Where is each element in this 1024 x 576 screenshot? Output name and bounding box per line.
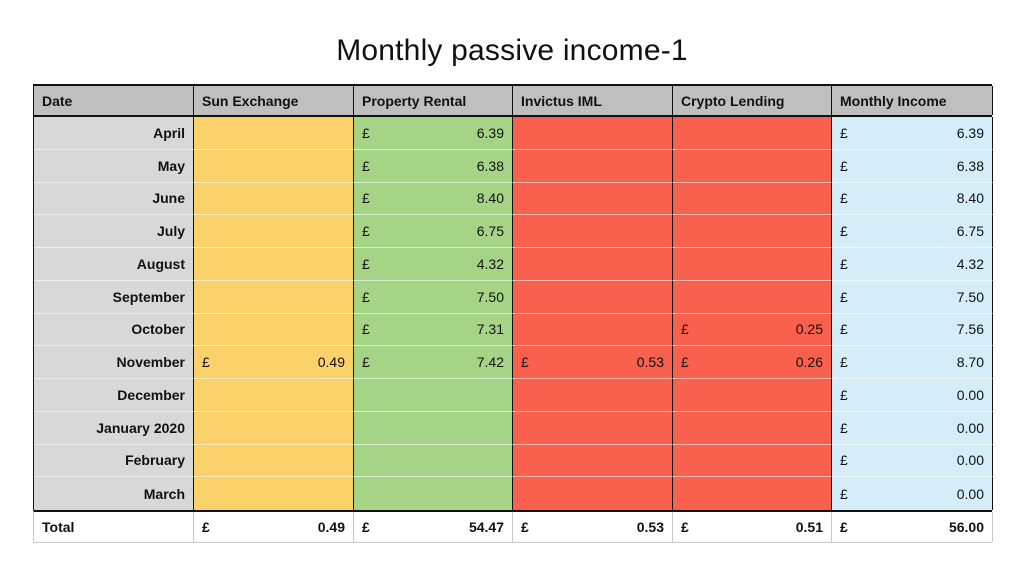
- cell-property-rental[interactable]: [354, 281, 513, 314]
- cell-value: 8.40: [956, 190, 984, 207]
- cell-invictus-iml[interactable]: [513, 117, 673, 150]
- cell-value: 7.42: [476, 354, 504, 371]
- cell-value: 7.31: [476, 321, 504, 338]
- table-row: [33, 150, 992, 183]
- cell-crypto-lending[interactable]: [673, 248, 832, 281]
- row-label-date[interactable]: January 2020: [34, 412, 194, 445]
- row-label-date[interactable]: July: [34, 215, 194, 248]
- cell-value: 0.00: [956, 485, 984, 502]
- cell-monthly-income[interactable]: [832, 412, 993, 445]
- cell-sun-exchange[interactable]: [194, 379, 354, 412]
- currency-symbol: £: [840, 124, 848, 141]
- column-header-monthly-income[interactable]: Monthly Income: [832, 86, 993, 115]
- total-cell-monthly-income[interactable]: [832, 512, 993, 542]
- total-cell-crypto-lending[interactable]: [673, 512, 832, 542]
- cell-sun-exchange[interactable]: [194, 248, 354, 281]
- table-total-row: [33, 510, 992, 543]
- cell-invictus-iml[interactable]: [513, 379, 673, 412]
- cell-value: 0.51: [795, 519, 823, 535]
- currency-symbol: £: [362, 157, 370, 174]
- cell-invictus-iml[interactable]: [513, 314, 673, 347]
- currency-symbol: £: [840, 288, 848, 305]
- table-row: [33, 346, 992, 379]
- column-header-date[interactable]: Date: [34, 86, 194, 115]
- cell-monthly-income[interactable]: [832, 150, 993, 183]
- currency-symbol: £: [362, 255, 370, 272]
- currency-symbol: £: [840, 223, 848, 240]
- currency-symbol: £: [362, 223, 370, 240]
- cell-invictus-iml[interactable]: [513, 150, 673, 183]
- cell-crypto-lending[interactable]: [673, 477, 832, 510]
- column-header-sun-exchange[interactable]: Sun Exchange: [194, 86, 354, 115]
- cell-value: 6.38: [956, 157, 984, 174]
- table-row: [33, 183, 992, 216]
- cell-crypto-lending[interactable]: [673, 412, 832, 445]
- cell-value: 7.56: [956, 321, 984, 338]
- cell-monthly-income[interactable]: [832, 248, 993, 281]
- cell-value: 6.38: [476, 157, 504, 174]
- cell-invictus-iml[interactable]: [513, 248, 673, 281]
- cell-crypto-lending[interactable]: [673, 215, 832, 248]
- currency-symbol: £: [840, 190, 848, 207]
- cell-property-rental[interactable]: [354, 379, 513, 412]
- currency-symbol: £: [362, 519, 370, 535]
- cell-invictus-iml[interactable]: [513, 477, 673, 510]
- cell-value: 0.53: [636, 519, 664, 535]
- cell-monthly-income[interactable]: [832, 117, 993, 150]
- cell-value: 0.49: [317, 519, 345, 535]
- currency-symbol: £: [362, 124, 370, 141]
- cell-crypto-lending[interactable]: [673, 379, 832, 412]
- cell-crypto-lending[interactable]: [673, 346, 832, 379]
- cell-value: 6.39: [956, 124, 984, 141]
- table-row: [33, 379, 992, 412]
- table-header-row: [33, 84, 992, 117]
- cell-sun-exchange[interactable]: [194, 183, 354, 216]
- table-row: [33, 445, 992, 478]
- cell-invictus-iml[interactable]: [513, 346, 673, 379]
- cell-value: 0.49: [317, 354, 345, 371]
- row-label-date[interactable]: September: [34, 281, 194, 314]
- cell-monthly-income[interactable]: [832, 215, 993, 248]
- currency-symbol: £: [840, 452, 848, 469]
- table-row: [33, 477, 992, 510]
- row-label-date[interactable]: November: [34, 346, 194, 379]
- row-label-date[interactable]: December: [34, 379, 194, 412]
- currency-symbol: £: [362, 190, 370, 207]
- row-label-date[interactable]: June: [34, 183, 194, 216]
- cell-sun-exchange[interactable]: [194, 150, 354, 183]
- cell-invictus-iml[interactable]: [513, 281, 673, 314]
- total-label[interactable]: Total: [34, 512, 194, 542]
- row-label-date[interactable]: October: [34, 314, 194, 347]
- cell-sun-exchange[interactable]: [194, 412, 354, 445]
- cell-property-rental[interactable]: [354, 248, 513, 281]
- cell-monthly-income[interactable]: [832, 477, 993, 510]
- column-header-crypto-lending[interactable]: Crypto Lending: [673, 86, 832, 115]
- cell-property-rental[interactable]: [354, 314, 513, 347]
- cell-crypto-lending[interactable]: [673, 150, 832, 183]
- cell-value: 56.00: [948, 519, 984, 535]
- currency-symbol: £: [840, 519, 848, 535]
- row-label-date[interactable]: February: [34, 445, 194, 478]
- currency-symbol: £: [840, 419, 848, 436]
- row-label-date[interactable]: March: [34, 477, 194, 510]
- currency-symbol: £: [521, 519, 529, 535]
- cell-sun-exchange[interactable]: [194, 346, 354, 379]
- table-body: [33, 117, 992, 510]
- total-cell-property-rental[interactable]: [354, 512, 513, 542]
- currency-symbol: £: [840, 255, 848, 272]
- cell-sun-exchange[interactable]: [194, 477, 354, 510]
- cell-property-rental[interactable]: [354, 477, 513, 510]
- cell-property-rental[interactable]: [354, 215, 513, 248]
- cell-value: 0.00: [956, 419, 984, 436]
- row-label-date[interactable]: April: [34, 117, 194, 150]
- cell-sun-exchange[interactable]: [194, 445, 354, 478]
- cell-value: 0.00: [956, 386, 984, 403]
- cell-monthly-income[interactable]: [832, 346, 993, 379]
- cell-value: 7.50: [956, 288, 984, 305]
- cell-crypto-lending[interactable]: [673, 281, 832, 314]
- cell-sun-exchange[interactable]: [194, 314, 354, 347]
- total-cell-sun-exchange[interactable]: [194, 512, 354, 542]
- page-title: Monthly passive income-1: [336, 34, 688, 67]
- table-row: [33, 412, 992, 445]
- cell-value: 0.26: [795, 354, 823, 371]
- currency-symbol: £: [362, 288, 370, 305]
- cell-property-rental[interactable]: [354, 150, 513, 183]
- table-row: [33, 117, 992, 150]
- cell-sun-exchange[interactable]: [194, 281, 354, 314]
- column-header-property-rental[interactable]: Property Rental: [354, 86, 513, 115]
- cell-monthly-income[interactable]: [832, 379, 993, 412]
- currency-symbol: £: [681, 321, 689, 338]
- cell-value: 0.53: [636, 354, 664, 371]
- cell-sun-exchange[interactable]: [194, 117, 354, 150]
- currency-symbol: £: [840, 157, 848, 174]
- cell-crypto-lending[interactable]: [673, 183, 832, 216]
- passive-income-table: [33, 84, 992, 543]
- cell-value: 4.32: [476, 255, 504, 272]
- currency-symbol: £: [202, 354, 210, 371]
- cell-value: 7.50: [476, 288, 504, 305]
- cell-monthly-income[interactable]: [832, 183, 993, 216]
- cell-crypto-lending[interactable]: [673, 445, 832, 478]
- cell-value: 8.70: [956, 354, 984, 371]
- cell-value: 6.75: [476, 223, 504, 240]
- cell-invictus-iml[interactable]: [513, 183, 673, 216]
- currency-symbol: £: [840, 485, 848, 502]
- currency-symbol: £: [362, 354, 370, 371]
- cell-crypto-lending[interactable]: [673, 117, 832, 150]
- currency-symbol: £: [840, 386, 848, 403]
- currency-symbol: £: [681, 519, 689, 535]
- cell-monthly-income[interactable]: [832, 314, 993, 347]
- cell-property-rental[interactable]: [354, 346, 513, 379]
- currency-symbol: £: [202, 519, 210, 535]
- cell-value: 0.00: [956, 452, 984, 469]
- currency-symbol: £: [362, 321, 370, 338]
- cell-property-rental[interactable]: [354, 412, 513, 445]
- cell-value: 54.47: [468, 519, 504, 535]
- currency-symbol: £: [681, 354, 689, 371]
- cell-value: 0.25: [795, 321, 823, 338]
- cell-property-rental[interactable]: [354, 117, 513, 150]
- table-row: [33, 248, 992, 281]
- currency-symbol: £: [840, 354, 848, 371]
- cell-value: 8.40: [476, 190, 504, 207]
- cell-invictus-iml[interactable]: [513, 412, 673, 445]
- row-label-date[interactable]: August: [34, 248, 194, 281]
- cell-monthly-income[interactable]: [832, 281, 993, 314]
- cell-crypto-lending[interactable]: [673, 314, 832, 347]
- currency-symbol: £: [521, 354, 529, 371]
- table-row: [33, 215, 992, 248]
- total-cell-invictus-iml[interactable]: [513, 512, 673, 542]
- cell-monthly-income[interactable]: [832, 445, 993, 478]
- cell-invictus-iml[interactable]: [513, 215, 673, 248]
- table-row: [33, 281, 992, 314]
- cell-property-rental[interactable]: [354, 183, 513, 216]
- cell-value: 6.39: [476, 124, 504, 141]
- cell-value: 6.75: [956, 223, 984, 240]
- cell-value: 4.32: [956, 255, 984, 272]
- row-label-date[interactable]: May: [34, 150, 194, 183]
- currency-symbol: £: [840, 321, 848, 338]
- cell-invictus-iml[interactable]: [513, 445, 673, 478]
- table-row: [33, 314, 992, 347]
- column-header-invictus-iml[interactable]: Invictus IML: [513, 86, 673, 115]
- cell-sun-exchange[interactable]: [194, 215, 354, 248]
- cell-property-rental[interactable]: [354, 445, 513, 478]
